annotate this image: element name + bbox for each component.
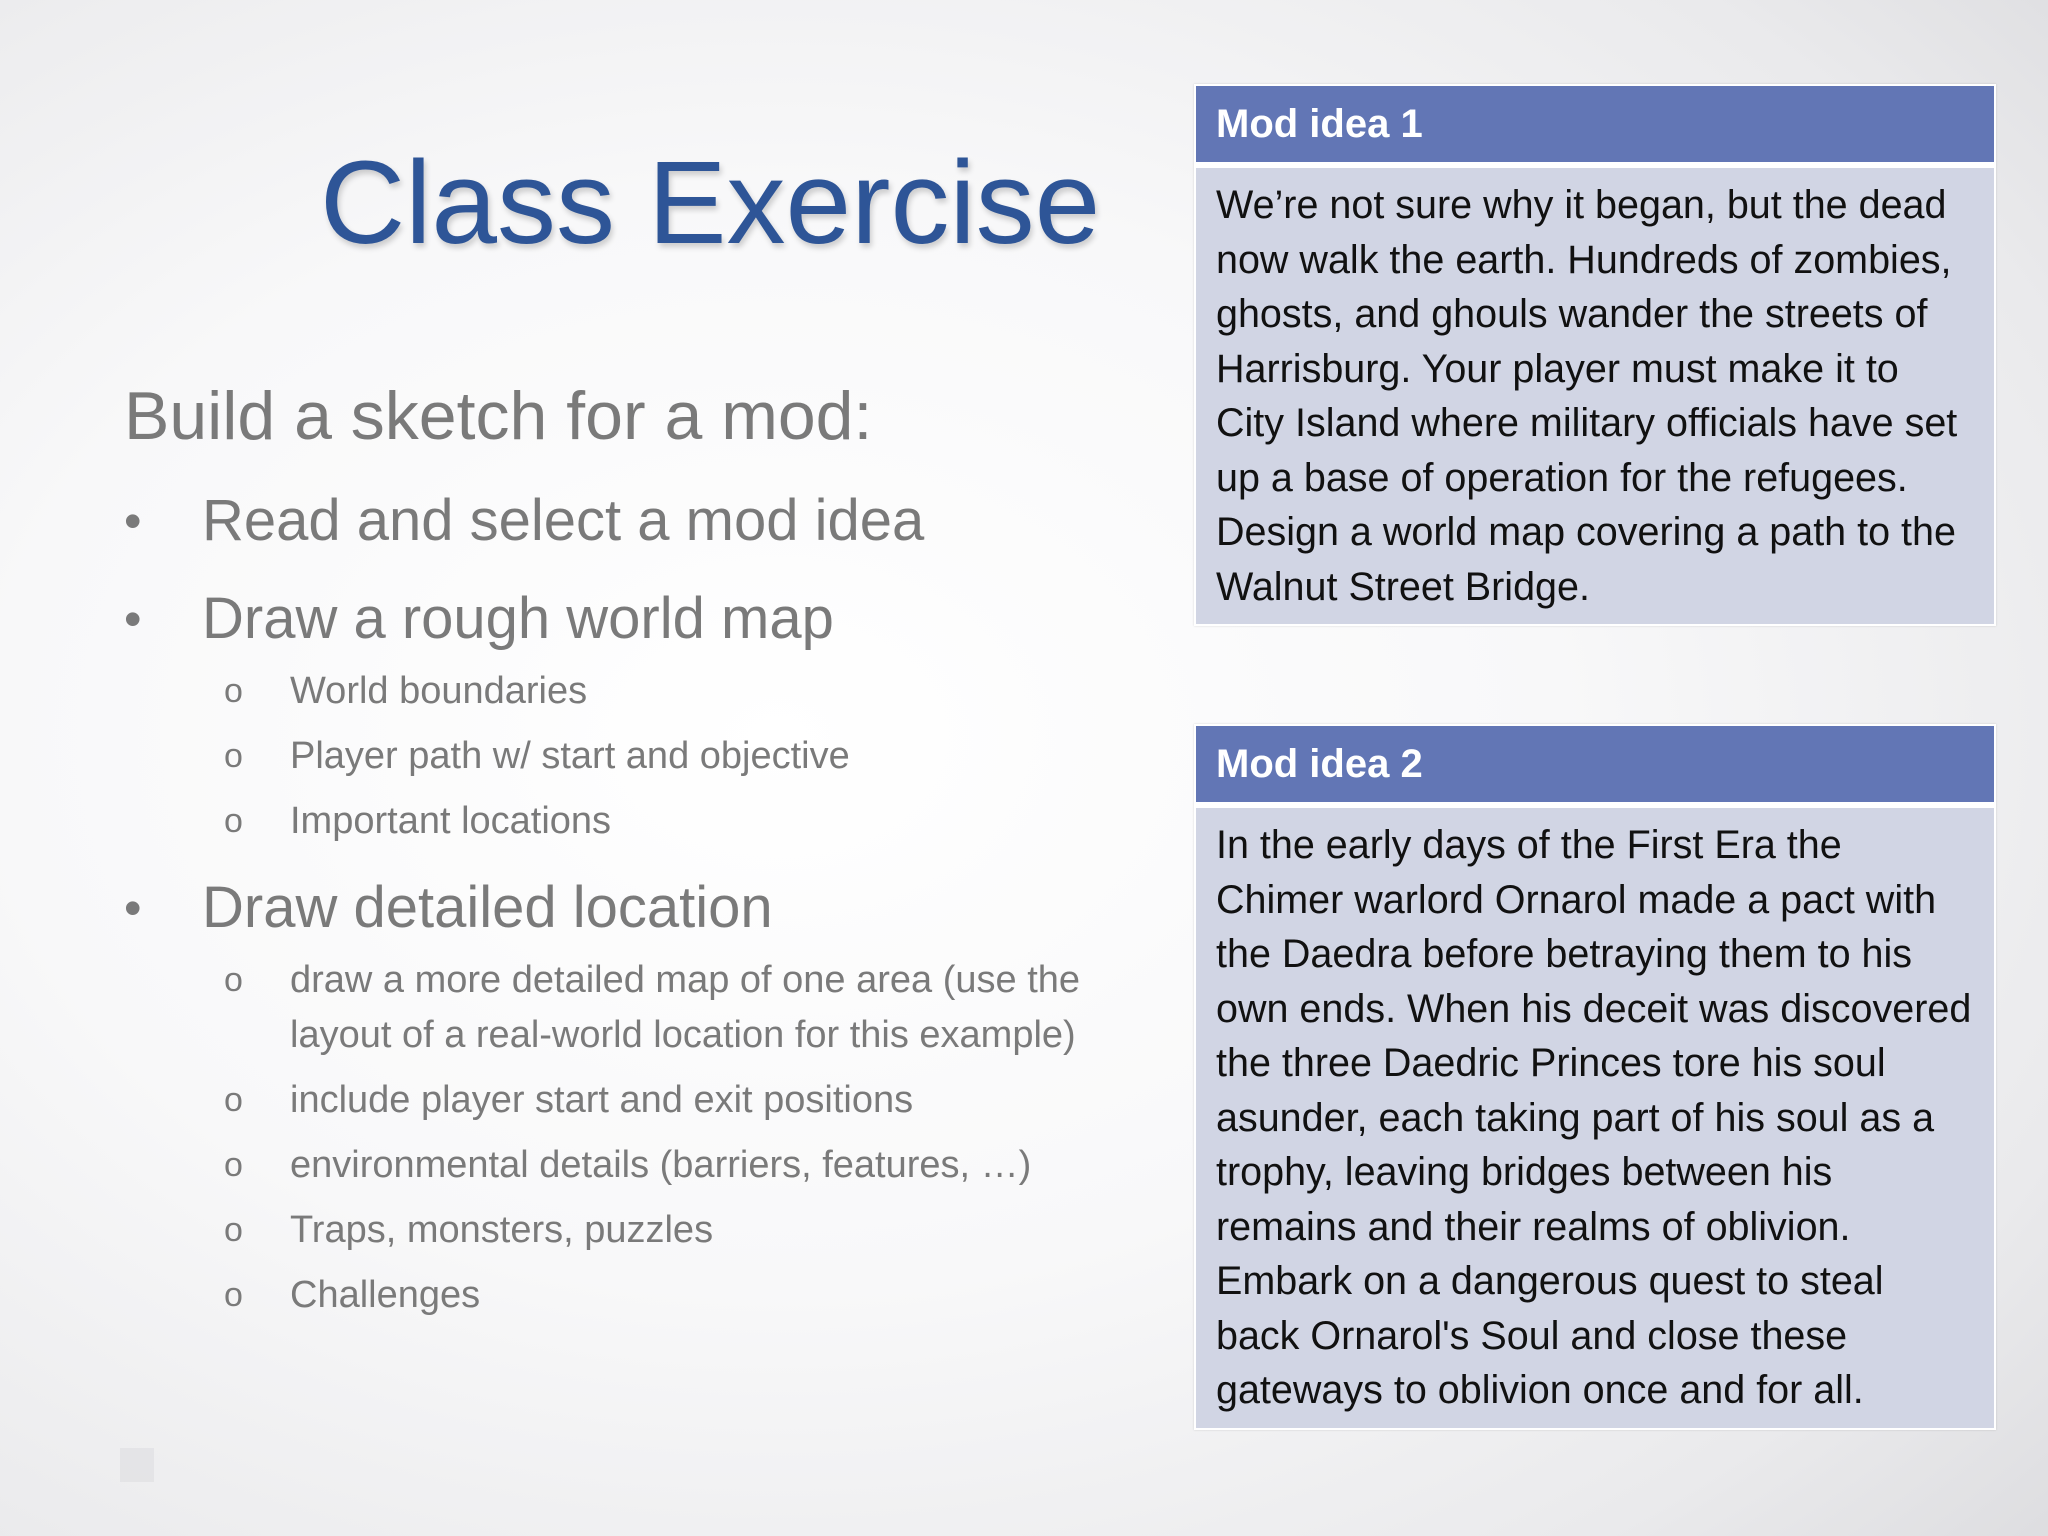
instructions	[124, 370, 1184, 1333]
mod-idea-heading: Mod idea 1	[1194, 84, 1996, 168]
bullet-icon: •	[124, 591, 142, 647]
sub-item	[124, 953, 1184, 1063]
sub-item	[124, 794, 1184, 849]
sub-item-text: Traps, monsters, puzzles	[290, 1209, 714, 1251]
bullet-text: Read and select a mod idea	[202, 488, 925, 553]
circle-bullet-icon: o	[224, 802, 243, 840]
sub-item	[124, 664, 1184, 719]
sub-item	[124, 729, 1184, 784]
circle-bullet-icon: o	[224, 1211, 243, 1249]
circle-bullet-icon: o	[224, 672, 243, 710]
bullet-text: Draw detailed location	[202, 875, 773, 940]
sub-item-text: Important locations	[290, 800, 612, 842]
circle-bullet-icon: o	[224, 737, 243, 775]
sub-item	[124, 1203, 1184, 1258]
sub-list	[124, 953, 1184, 1323]
sub-list	[124, 664, 1184, 849]
slide-title: Class Exercise	[320, 137, 1101, 269]
bullet-text: Draw a rough world map	[202, 586, 834, 651]
mod-idea-body: We’re not sure why it began, but the dead now walk the earth. Hundreds of zombies, ghosts, and ghouls wander the streets of Harrisburg. Your player must make it to City Island where military officials have set up a base of operation for the refugees. Design a world map covering a path to the Walnut Street Bridge.	[1194, 168, 1996, 626]
sub-item-text: World boundaries	[290, 670, 588, 712]
sub-item-text: Challenges	[290, 1274, 481, 1316]
sub-item-text: Player path w/ start and objective	[290, 735, 850, 777]
mod-idea-heading: Mod idea 2	[1194, 724, 1996, 808]
bullet-item	[124, 482, 1184, 560]
sub-item-text: include player start and exit positions	[290, 1079, 914, 1121]
corner-decoration	[120, 1448, 154, 1482]
mod-idea-card	[1194, 84, 1996, 626]
mod-idea-body: In the early days of the First Era the Chimer warlord Ornarol made a pact with the Daedra before betraying them to his own ends. When his deceit was discovered the three Daedric Princes tore his soul asunder, each taking part of his soul as a trophy, leaving bridges between his remains and their realms of oblivion. Embark on a dangerous quest to steal back Ornarol's Soul and close these gateways to oblivion once and for all.	[1194, 808, 1996, 1430]
bullet-item	[124, 869, 1184, 1323]
sub-item-text: environmental details (barriers, features, …)	[290, 1144, 1032, 1186]
bullet-icon: •	[124, 880, 142, 936]
circle-bullet-icon: o	[224, 1081, 243, 1119]
circle-bullet-icon: o	[224, 1146, 243, 1184]
sub-item-text: draw a more detailed map of one area (use the layout of a real-world location for this example)	[290, 959, 1081, 1056]
circle-bullet-icon: o	[224, 1276, 243, 1314]
bullet-icon: •	[124, 493, 142, 549]
mod-idea-card	[1194, 724, 1996, 1430]
bullet-item	[124, 580, 1184, 849]
sub-item	[124, 1138, 1184, 1193]
lead-text: Build a sketch for a mod:	[124, 378, 873, 454]
circle-bullet-icon: o	[224, 961, 243, 999]
sub-item	[124, 1268, 1184, 1323]
sub-item	[124, 1073, 1184, 1128]
